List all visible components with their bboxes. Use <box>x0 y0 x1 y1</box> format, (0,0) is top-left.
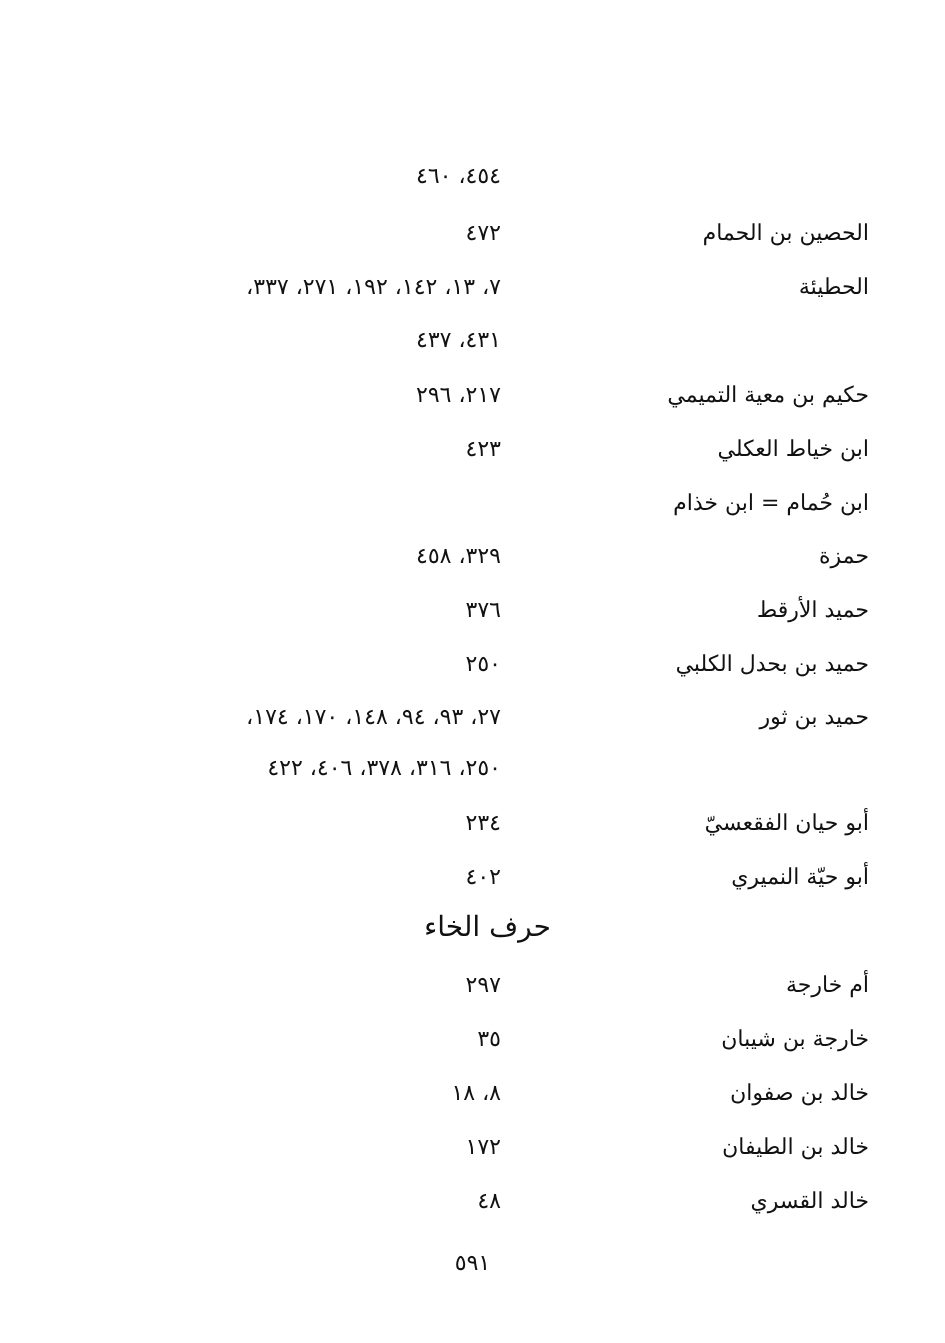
entry-pages: ٢٧، ٩٣، ٩٤، ١٤٨، ١٧٠، ١٧٤، <box>246 705 501 730</box>
index-entry <box>0 484 945 524</box>
index-entry <box>0 591 945 631</box>
index-entry <box>0 645 945 685</box>
entry-pages: ٢١٧، ٢٩٦ <box>416 383 501 408</box>
index-entry <box>0 1020 945 1060</box>
entry-pages: ٣٥ <box>477 1027 501 1052</box>
section-heading <box>0 904 945 950</box>
index-entry <box>0 1182 945 1222</box>
entry-pages: ٧، ١٣، ١٤٢، ١٩٢، ٢٧١، ٣٣٧، <box>246 275 501 300</box>
entry-name: حميد بن ثور <box>759 705 869 730</box>
index-entry <box>0 430 945 470</box>
entry-pages: ٢٩٧ <box>465 973 501 998</box>
entry-pages: ٢٥٠، ٣١٦، ٣٧٨، ٤٠٦، ٤٢٢ <box>267 756 501 781</box>
entry-name: أبو حيّة النميري <box>731 865 869 890</box>
entry-name: أبو حيان الفقعسيّ <box>704 811 869 836</box>
index-entry <box>0 966 945 1006</box>
entry-pages: ٤٠٢ <box>465 865 501 890</box>
entry-pages: ٢٥٠ <box>465 652 501 677</box>
entry-pages: ٤٢٣ <box>465 437 501 462</box>
entry-name: حكيم بن معية التميمي <box>667 383 869 408</box>
index-entry <box>0 214 945 254</box>
entry-name: حميد بن بحدل الكلبي <box>675 652 869 677</box>
entry-pages: ٤٣١، ٤٣٧ <box>416 328 501 353</box>
entry-pages: ٣٧٦ <box>465 598 501 623</box>
index-entry <box>0 268 945 308</box>
entry-name: خارجة بن شيبان <box>721 1027 869 1052</box>
index-entry <box>0 1074 945 1114</box>
index-entry <box>0 804 945 844</box>
entry-pages: ١٧٢ <box>465 1135 501 1160</box>
entry-name: أم خارجة <box>785 973 869 998</box>
index-entry <box>0 537 945 577</box>
entry-name: حمزة <box>819 544 869 569</box>
entry-name: خالد القسري <box>750 1189 869 1214</box>
entry-name: الحصين بن الحمام <box>702 221 869 246</box>
entry-pages: ٢٣٤ <box>465 811 501 836</box>
index-entry <box>0 321 945 361</box>
entry-pages: ٤٥٤، ٤٦٠ <box>416 164 501 189</box>
page-number: ٥٩١ <box>454 1251 491 1276</box>
entry-name: الحطيئة <box>798 275 869 300</box>
entry-name: حميد الأرقط <box>756 598 869 623</box>
entry-name: خالد بن صفوان <box>730 1081 869 1106</box>
entry-name: ابن خياط العكلي <box>717 437 869 462</box>
index-entry <box>0 858 945 898</box>
index-entry <box>0 157 945 197</box>
entry-name: ابن حُمام = ابن خذام <box>673 491 869 516</box>
index-entry <box>0 698 945 738</box>
entry-pages: ٤٨ <box>477 1189 501 1214</box>
index-entry <box>0 749 945 789</box>
entry-pages: ٨، ١٨ <box>451 1081 501 1106</box>
entry-pages: ٣٢٩، ٤٥٨ <box>416 544 501 569</box>
entry-pages: ٤٧٢ <box>465 221 501 246</box>
index-entry <box>0 1128 945 1168</box>
entry-name: خالد بن الطيفان <box>722 1135 869 1160</box>
index-entry <box>0 376 945 416</box>
section-heading-text: حرف الخاء <box>424 910 551 943</box>
